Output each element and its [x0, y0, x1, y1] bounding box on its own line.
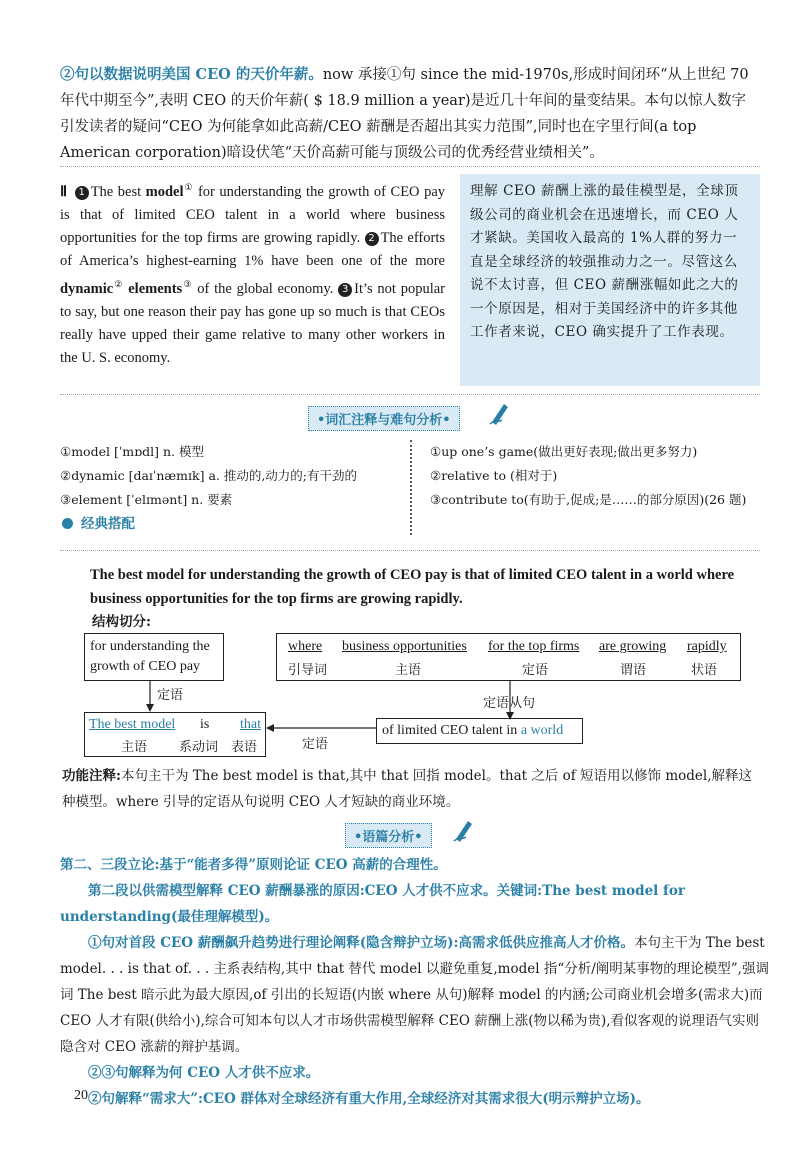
vocab-model: model [145, 183, 184, 200]
of-phrase-text [382, 721, 563, 741]
role-adverbial: 状语 [691, 663, 718, 678]
word-that: that [240, 717, 261, 732]
analysis-line-3-lead: ①句对首段 CEO 薪酬飙升趋势进行理论阐释(隐含辩护立场):高需求低供应推高人才价格。 [88, 935, 634, 951]
role-linking-verb: 系动词 [179, 740, 219, 755]
vocab-dynamic: dynamic [60, 280, 114, 297]
box-of-phrase [376, 718, 583, 744]
box-main-clause [84, 712, 266, 757]
label-attribute-2: 定语 [302, 737, 329, 752]
word-where: where [288, 639, 323, 654]
role-predicate: 谓语 [620, 663, 647, 678]
word-business-opportunities: business opportunities [342, 639, 467, 654]
vocab-section-title: •词汇注释与难句分析• [308, 406, 460, 431]
vocab-elements: elements [123, 280, 183, 297]
for-phrase-text: for understanding the growth of CEO pay [90, 639, 210, 674]
intro-lead: ②句以数据说明美国 CEO 的天价年薪。 [60, 66, 323, 83]
analysis-line-5: ②句解释“需求大”:CEO 群体对全球经济有重大作用,全球经济对其需求很大(明示辩护立场)。 [88, 1091, 650, 1107]
discourse-analysis [60, 852, 770, 1112]
pen-icon [452, 817, 474, 843]
key-sentence: The best model for understanding the growth of CEO pay is that of limited CEO talent in a world where business opportunities for the top firms are growing rapidly. [90, 567, 735, 607]
function-note-label: 功能注释: [62, 768, 121, 784]
analysis-line-1: 第二、三段立论:基于“能者多得”原则论证 CEO 高薪的合理性。 [60, 857, 447, 873]
analysis-line-2: 第二段以供需模型解释 CEO 薪酬暴涨的原因:CEO 人才供不应求。关键词:The best model for understanding(最佳理解模型)。 [60, 883, 685, 925]
word-are-growing: are growing [599, 639, 667, 654]
role-attribute: 定语 [522, 663, 549, 678]
function-note [62, 763, 762, 815]
word-for-the-top-firms: for the top firms [488, 639, 580, 654]
footnote-3: ③ [182, 278, 193, 289]
phrase-item: ②relative to (相对于) [430, 468, 558, 483]
word-the-best-model: The best model [89, 717, 176, 732]
footnote-2: ② [113, 278, 124, 289]
intro-body: now 承接①句 since the mid-1970s,形成时间闭环“从上世纪 70 年代中期至今”,表明 CEO 的天价年薪( $ 18.9 million a year)是近几十年间的量变结果。本句以惊人数字引发读者的疑问“CEO 为何能拿如此高薪/CEO 薪酬是否超出其实力范围”,同时也在字里行间(a top American corporation)暗设伏笔“天价高薪可能与顶级公司的优秀经营业绩相关”。 [60, 67, 749, 161]
role-main-subject: 主语 [121, 740, 148, 755]
role-predicative: 表语 [231, 740, 258, 755]
sentence-1-part-a: The best [90, 183, 146, 200]
page-number: 20 [74, 1088, 88, 1103]
role-subject: 主语 [395, 663, 422, 678]
collocation-heading-text: 经典搭配 [81, 516, 135, 532]
phrase-item: ①up one’s game(做出更好表现;做出更多努力) [430, 444, 698, 459]
sentence-2-part-b: of the global economy. [192, 280, 334, 297]
vocab-item: ①model [ˈmɒdl] n. 模型 [60, 444, 204, 459]
role-introducer: 引导词 [288, 663, 328, 678]
phrase-item: ③contribute to(有助于,促成;是……的部分原因)(26 题) [430, 492, 747, 507]
of-phrase-part-a: of limited CEO talent in [382, 723, 521, 738]
paragraph-roman-numeral: Ⅱ [60, 183, 68, 200]
label-attribute-1: 定语 [157, 688, 184, 703]
sentence-number-1: 1 [75, 186, 89, 200]
sentence-2-part-a: The efforts of America’s highest-earning 1% have been one of the more [60, 229, 445, 269]
sentence-number-3: 3 [338, 283, 352, 297]
structure-label: 结构切分: [92, 614, 151, 630]
of-phrase-part-b: a world [520, 723, 564, 738]
sentence-1-part-b: for understanding the growth of CEO pay is that of limited CEO talent in a world where business opportunities for the top firms are growing rapidly. [60, 183, 445, 246]
footnote-1: ① [183, 182, 194, 192]
word-is: is [200, 717, 210, 732]
sentence-3: It’s not popular to say, but one reason their pay has gone up so much is that CEOs really have upped their game relative to many other workers in the U. S. economy. [60, 280, 446, 366]
analysis-line-3 [60, 930, 770, 1060]
function-note-text: 本句主干为 The best model is that,其中 that 回指 model。that 之后 of 短语用以修饰 model,解释这种模型。where 引导的定语从句说明 CEO 人才短缺的商业环境。 [62, 768, 753, 810]
vocab-item: ③element [ˈelɪmənt] n. 要素 [60, 492, 233, 507]
analysis-section-title: •语篇分析• [345, 823, 432, 848]
analysis-line-3-body: 本句主干为 The best model. . . is that of. . . 主系表结构,其中 that 替代 model 以避免重复,model 指“分析/阐明某事物的理论模型”,强调词 The best 暗示此为最大原因,of 引出的长短语(内嵌 where 从句)解释 model 的内涵;公司商业机会增多(需求大)而 CEO 人才有限(供给小),综合可知本句以人才市场供需模型解释 CEO 薪酬上涨(物以稀为贵),看似客观的说理语气实则隐含对 CEO 涨薪的辩护基调。 [60, 935, 769, 1055]
label-attributive-clause: 定语从句 [483, 696, 536, 711]
word-rapidly: rapidly [687, 639, 727, 654]
translation-panel: 理解 CEO 薪酬上涨的最佳模型是，全球顶级公司的商业机会在迅速增长，而 CEO 人才紧缺。美国收入最高的 1%人群的努力一直是全球经济的较强推动力之一。尽管这么说不太讨喜，但 CEO 薪酬涨幅如此之大的一个原因是，相对于美国经济中的许多其他工作者来说，CEO 确实提升了工作表现。 [460, 174, 760, 386]
vocab-item: ②dynamic [daɪˈnæmɪk] a. 推动的,动力的;有干劲的 [60, 468, 358, 483]
sentence-number-2: 2 [365, 232, 379, 246]
analysis-line-4: ②③句解释为何 CEO 人才供不应求。 [88, 1065, 320, 1081]
